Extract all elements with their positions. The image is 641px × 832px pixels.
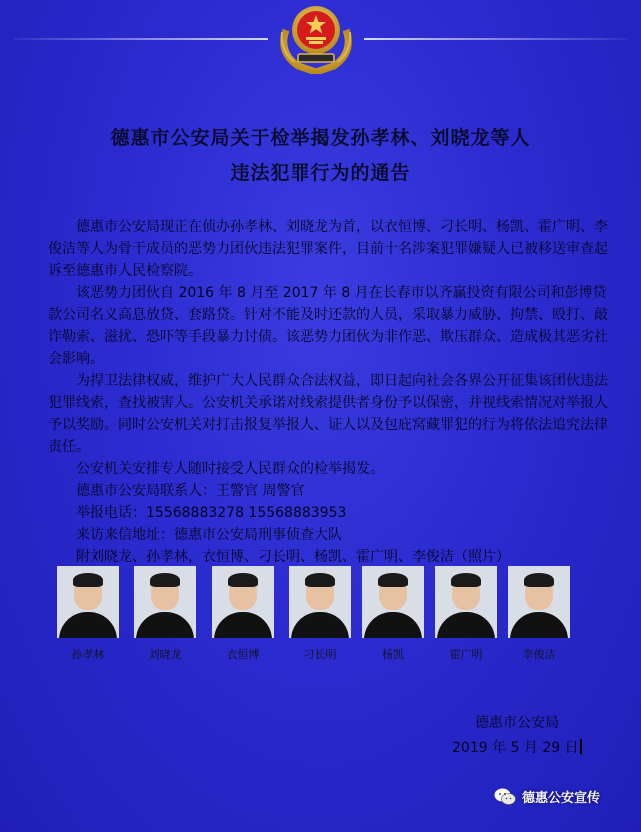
header-rule-left <box>14 38 268 40</box>
suspect-card <box>212 566 274 662</box>
suspect-photo <box>57 566 119 638</box>
visit-address: 来访来信地址：德惠市公安局刑事侦查大队 <box>76 527 342 543</box>
suspect-card <box>435 566 497 662</box>
suspect-name: 衣恒博 <box>226 648 260 661</box>
paragraph-reporting: 公安机关安排专人随时接受人民群众的检举揭发。 <box>76 461 384 477</box>
suspect-card <box>508 566 570 662</box>
suspect-name: 刘晓龙 <box>148 648 182 661</box>
suspect-name: 孙孝林 <box>71 648 105 661</box>
suspect-photo <box>212 566 274 638</box>
paragraph-gang-activities: 该恶势力团伙自 2016 年 8 月至 2017 年 8 月在长春市以齐赢投资有限公司和彭博贷款公司名义高息放贷、套路贷。针对不能及时还款的人员，采取暴力威胁、拘禁、殴打、敲诈勒索、滋扰、恐吓等手段暴力讨债。该恶势力团伙为非作恶、欺压群众、造成极其恶劣社会影响。 <box>48 285 608 367</box>
notice-body <box>48 216 610 568</box>
suspect-card <box>289 566 351 662</box>
text-cursor <box>580 739 582 754</box>
paragraph-call-for-clues: 为捍卫法律权威，维护广大人民群众合法权益，即日起向社会各界公开征集该团伙违法犯罪线索，查找被害人。公安机关承诺对线索提供者身份予以保密，并视线索情况对举报人予以奖励。同时公安机关对打击报复举报人、证人以及包庇窝藏罪犯的行为将依法追究法律责任。 <box>48 373 608 455</box>
suspect-photo <box>289 566 351 638</box>
suspect-name: 杨凯 <box>382 648 404 661</box>
suspect-photos <box>57 566 577 662</box>
watermark-text: 德惠公安宣传 <box>522 791 601 806</box>
police-emblem-icon <box>268 2 364 74</box>
issue-date-wrapper <box>452 737 582 757</box>
watermark <box>494 787 600 806</box>
report-phone: 举报电话：15568883278 15568883953 <box>76 505 347 521</box>
contact-persons: 德惠市公安局联系人：王警官 周警官 <box>76 483 305 499</box>
wechat-icon <box>494 788 516 806</box>
notice-title-line2: 违法犯罪行为的通告 <box>230 162 411 184</box>
paragraph-case-intro: 德惠市公安局现正在侦办孙孝林、刘晓龙为首，以衣恒博、刁长明、杨凯、霍广明、李俊洁等人为骨干成员的恶势力团伙违法犯罪案件，目前十名涉案犯罪嫌疑人已被移送审查起诉至德惠市人民检察院。 <box>48 219 608 279</box>
issuing-organization: 德惠市公安局 <box>475 715 559 731</box>
suspect-photo <box>435 566 497 638</box>
suspect-photo <box>362 566 424 638</box>
suspect-name: 刁长明 <box>303 648 337 661</box>
header-rule-right <box>364 38 627 40</box>
suspect-name: 霍广明 <box>449 648 483 661</box>
suspect-photo <box>134 566 196 638</box>
photo-caption: 附刘晓龙、孙孝林，衣恒博、刁长明、杨凯、霍广明、李俊洁（照片） <box>76 549 510 565</box>
suspect-card <box>134 566 196 662</box>
suspect-card <box>362 566 424 662</box>
issue-date: 2019 年 5 月 29 日 <box>452 740 579 756</box>
suspect-name: 李俊洁 <box>522 648 556 661</box>
suspect-photo <box>508 566 570 638</box>
notice-title-line1: 德惠市公安局关于检举揭发孙孝林、刘晓龙等人 <box>110 127 531 149</box>
suspect-card <box>57 566 119 662</box>
